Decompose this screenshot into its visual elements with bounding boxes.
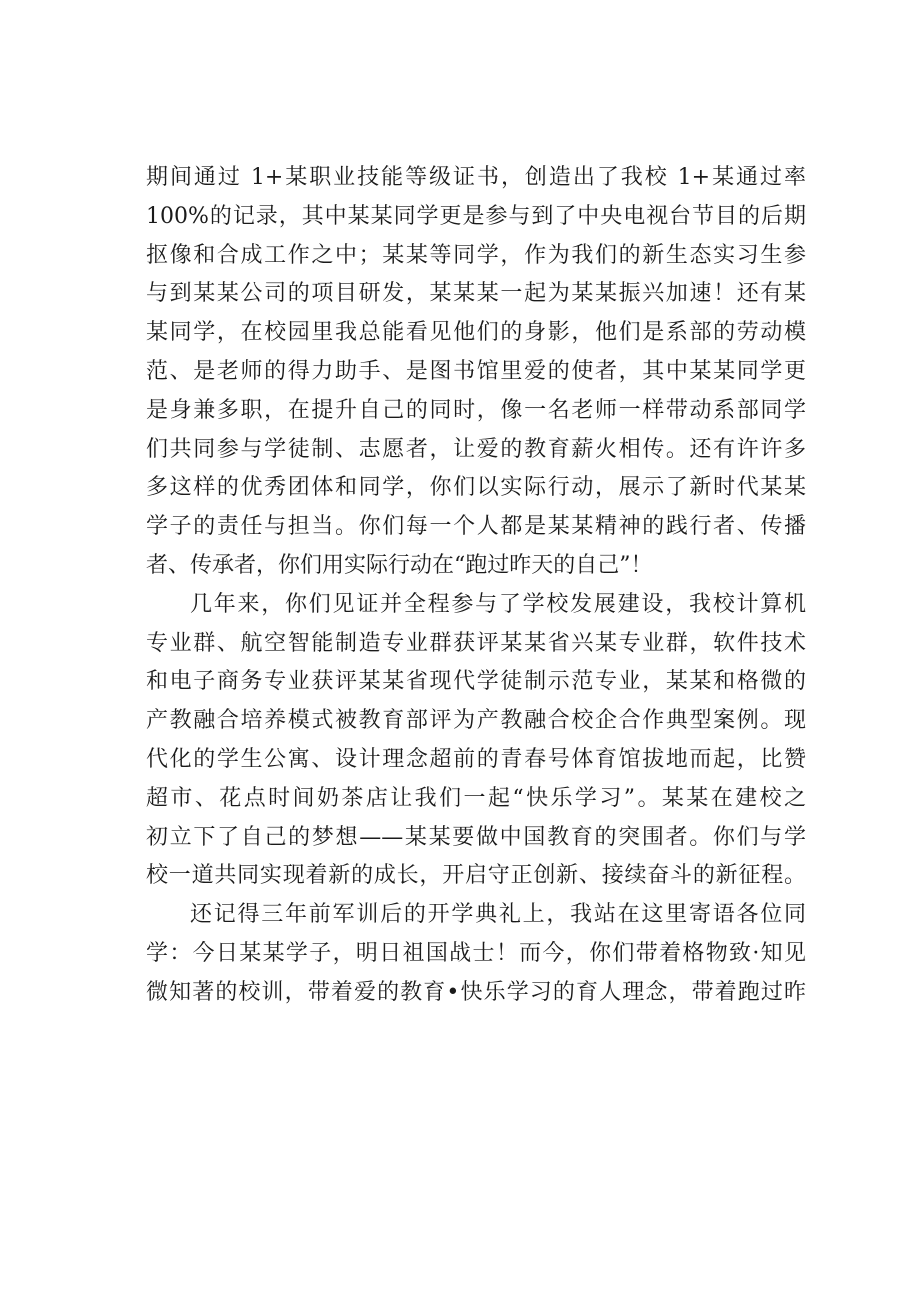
text-line: 某同学，在校园里我总能看见他们的身影，他们是系部的劳动模 — [146, 320, 806, 346]
text-line: 超市、花点时间奶茶店让我们一起“快乐学习”。某某在建校之 — [146, 785, 806, 811]
paragraph-3 — [146, 896, 806, 1012]
text-line: 抠像和合成工作之中；某某等同学，作为我们的新生态实习生参 — [146, 242, 806, 268]
text-line: 专业群、航空智能制造专业群获评某某省兴某专业群，软件技术 — [146, 630, 806, 656]
text-line: 们共同参与学徒制、志愿者，让爱的教育薪火相传。还有许许多 — [146, 436, 806, 462]
text-line: 者、传承者，你们用实际行动在“跑过昨天的自己”！ — [146, 552, 653, 578]
text-line: 是身兼多职，在提升自己的同时，像一名老师一样带动系部同学 — [146, 397, 806, 423]
text-line: 和电子商务专业获评某某省现代学徒制示范专业，某某和格微的 — [146, 669, 806, 695]
paragraph-2 — [146, 586, 806, 896]
text-line: 产教融合培养模式被教育部评为产教融合校企合作典型案例。现 — [146, 708, 806, 734]
text-line: 多这样的优秀团体和同学，你们以实际行动，展示了新时代某某 — [146, 475, 806, 501]
text-line: 微知著的校训，带着爱的教育•快乐学习的育人理念，带着跑过昨 — [146, 979, 806, 1005]
text-line: 期间通过 1+某职业技能等级证书，创造出了我校 1+某通过率 — [146, 165, 806, 190]
text-line: 100%的记录，其中某某同学更是参与到了中央电视台节目的后期 — [146, 203, 806, 229]
document-body — [146, 159, 806, 1013]
text-line: 初立下了自己的梦想——某某要做中国教育的突围者。你们与学 — [146, 824, 806, 850]
text-line: 范、是老师的得力助手、是图书馆里爱的使者，其中某某同学更 — [146, 358, 806, 384]
text-line: 代化的学生公寓、设计理念超前的青春号体育馆拔地而起，比赞 — [146, 746, 806, 772]
paragraph-1 — [146, 159, 806, 586]
text-line: 学子的责任与担当。你们每一个人都是某某精神的践行者、传播 — [146, 514, 806, 540]
text-line: 与到某某公司的项目研发，某某某一起为某某振兴加速！还有某 — [146, 281, 806, 307]
text-line: 几年来，你们见证并全程参与了学校发展建设，我校计算机 — [190, 591, 806, 617]
text-line: 学：今日某某学子，明日祖国战士！而今，你们带着格物致·知见 — [146, 940, 806, 966]
text-line: 校一道共同实现着新的成长，开启守正创新、接续奋斗的新征程。 — [146, 863, 806, 889]
text-line: 还记得三年前军训后的开学典礼上，我站在这里寄语各位同 — [190, 902, 806, 928]
